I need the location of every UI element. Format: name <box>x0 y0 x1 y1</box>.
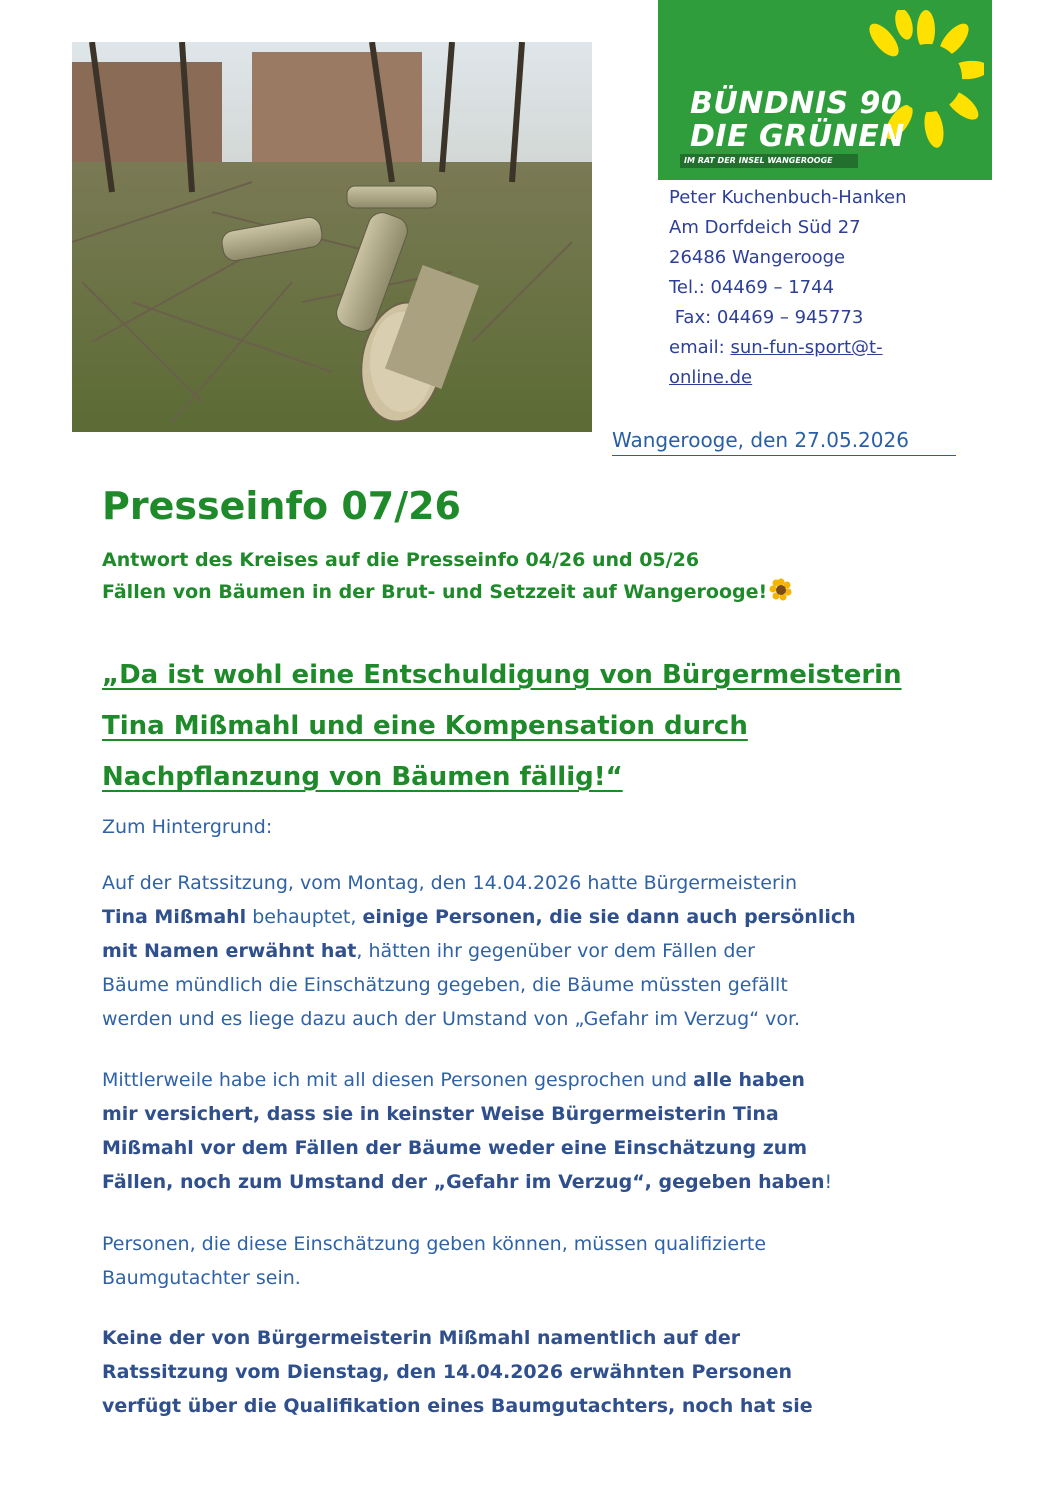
contact-block <box>669 183 907 393</box>
contact-email-line <box>669 333 907 363</box>
p2-line-3: Mißmahl vor dem Fällen der Bäume weder eine Einschätzung zum <box>102 1137 808 1159</box>
sunflower-emoji-icon <box>769 578 793 602</box>
quote-line-2: Tina Mißmahl und eine Kompensation durch <box>102 711 748 741</box>
p2-line-2: mir versichert, dass sie in keinster Weise Bürgermeisterin Tina <box>102 1103 779 1125</box>
page-title: Presseinfo 07/26 <box>102 484 461 528</box>
subtitle-line-2: Fällen von Bäumen in der Brut- und Setzzeit auf Wangerooge! <box>102 576 793 608</box>
p1-line-1: Auf der Ratssitzung, vom Montag, den 14.04.2026 hatte Bürgermeisterin <box>102 872 798 894</box>
p1-line-4: Bäume mündlich die Einschätzung gegeben, die Bäume müssten gefällt <box>102 974 788 996</box>
contact-name: Peter Kuchenbuch-Hanken <box>669 187 907 208</box>
subtitle-line-1: Antwort des Kreises auf die Presseinfo 04/26 und 05/26 <box>102 549 700 571</box>
p4-line-1: Keine der von Bürgermeisterin Mißmahl namentlich auf der <box>102 1327 741 1349</box>
contact-tel: Tel.: 04469 – 1744 <box>669 277 835 298</box>
email-link-continued[interactable]: online.de <box>669 367 753 388</box>
p1-line-3: mit Namen erwähnt hat, hätten ihr gegenüber vor dem Fällen der <box>102 940 755 962</box>
p2-line-1: Mittlerweile habe ich mit all diesen Personen gesprochen und alle haben <box>102 1069 805 1091</box>
paragraph-1 <box>102 866 952 1036</box>
contact-city: 26486 Wangerooge <box>669 247 846 268</box>
quote-line-3: Nachpflanzung von Bäumen fällig!“ <box>102 762 623 792</box>
email-label: email: <box>669 337 731 358</box>
contact-street: Am Dorfdeich Süd 27 <box>669 217 861 238</box>
p3-line-1: Personen, die diese Einschätzung geben können, müssen qualifizierte <box>102 1233 767 1255</box>
quote-line-1: „Da ist wohl eine Entschuldigung von Bürgermeisterin <box>102 660 902 690</box>
quote-headline <box>102 650 938 803</box>
p2-line-4: Fällen, noch zum Umstand der „Gefahr im Verzug“, gegeben haben! <box>102 1171 833 1193</box>
felled-trees-photo <box>72 42 592 432</box>
email-link[interactable]: sun-fun-sport@t- <box>730 337 883 358</box>
p3-line-2: Baumgutachter sein. <box>102 1267 301 1289</box>
paragraph-4 <box>102 1321 952 1423</box>
p1-line-5: werden und es liege dazu auch der Umstand von „Gefahr im Verzug“ vor. <box>102 1008 801 1030</box>
party-logo <box>658 0 992 180</box>
p1-line-2: Tina Mißmahl behauptet, einige Personen, die sie dann auch persönlich <box>102 906 856 928</box>
background-label: Zum Hintergrund: <box>102 816 273 838</box>
logo-line-1: BÜNDNIS 90 <box>690 86 903 121</box>
logo-line-2: DIE GRÜNEN <box>690 119 905 154</box>
contact-fax: Fax: 04469 – 945773 <box>669 307 864 328</box>
p4-line-3: verfügt über die Qualifikation eines Baumgutachters, noch hat sie <box>102 1395 813 1417</box>
p4-line-2: Ratssitzung vom Dienstag, den 14.04.2026 erwähnten Personen <box>102 1361 792 1383</box>
paragraph-2 <box>102 1063 952 1199</box>
subtitle <box>102 544 793 608</box>
paragraph-3 <box>102 1227 952 1295</box>
date-line: Wangerooge, den 27.05.2026 <box>612 425 956 456</box>
logo-strip: IM RAT DER INSEL WANGEROOGE <box>680 154 858 168</box>
contact-email-line-2 <box>669 363 907 393</box>
